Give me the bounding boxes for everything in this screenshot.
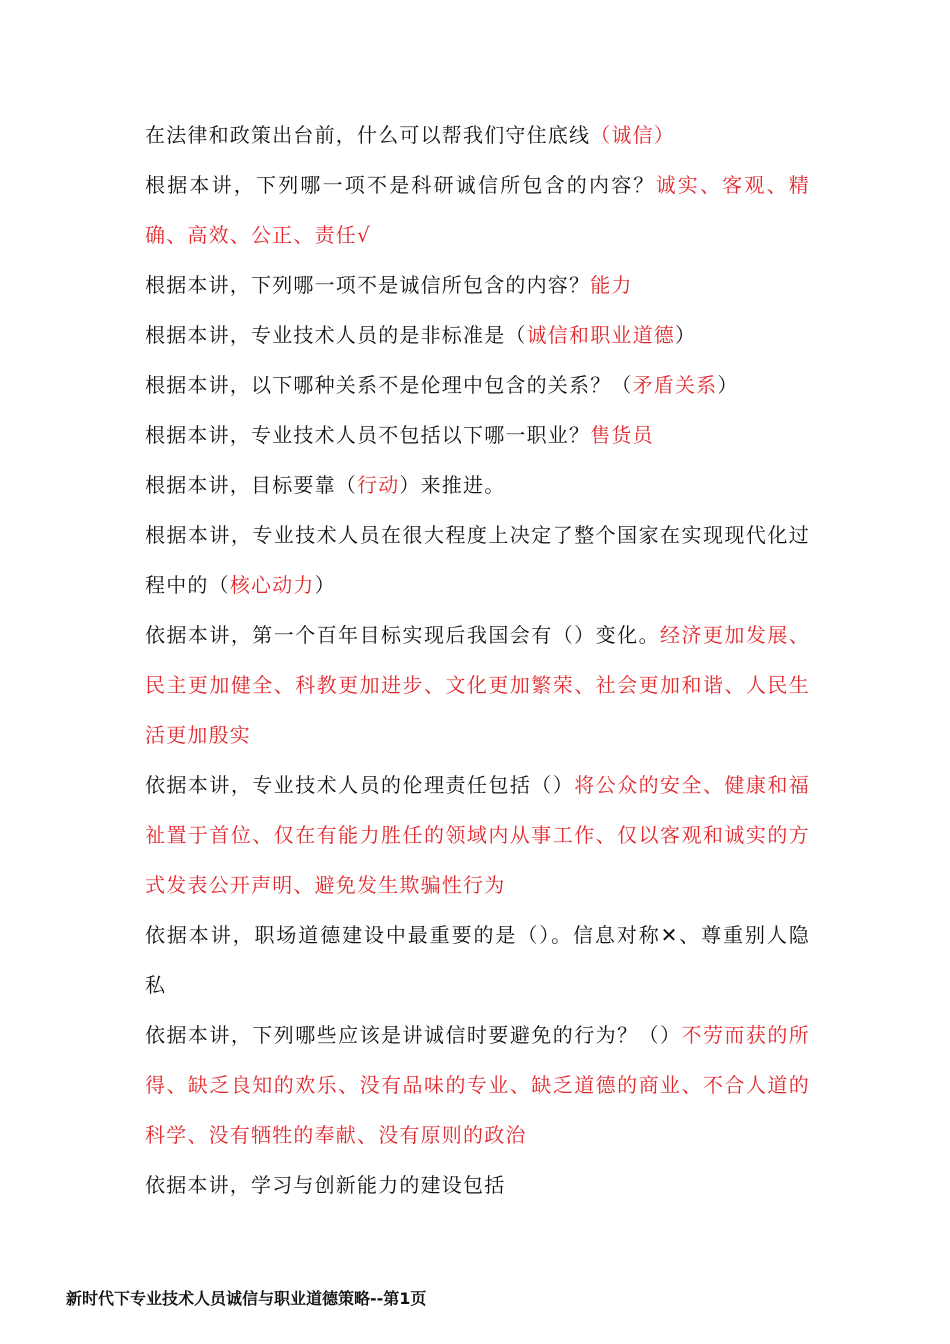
- qa-item-11: [145, 910, 810, 1010]
- question-text: 依据本讲，下列哪些应该是讲诚信时要避免的行为？（）: [145, 1023, 682, 1047]
- question-suffix: ）: [717, 373, 739, 397]
- qa-item-7: [145, 460, 810, 510]
- qa-item-5: [145, 360, 810, 410]
- qa-item-3: [145, 260, 810, 310]
- question-text: 根据本讲，下列哪一项不是科研诚信所包含的内容？: [145, 173, 656, 197]
- qa-item-10: [145, 760, 810, 910]
- answer-text: 核心动力: [229, 573, 315, 597]
- question-text: 根据本讲，专业技术人员在很大程度上决定了整个国家在实现现代化过程中的（: [145, 523, 810, 597]
- question-text: 根据本讲，以下哪种关系不是伦理中包含的关系？（: [145, 373, 633, 397]
- qa-item-13: [145, 1160, 810, 1210]
- question-suffix: ）: [314, 573, 336, 597]
- page-footer: 新时代下专业技术人员诚信与职业道德策略--第1页: [66, 1289, 427, 1308]
- question-text: 根据本讲，下列哪一项不是诚信所包含的内容？: [145, 273, 591, 297]
- answer-text: 诚实、客观、精确、高效、公正、责任√: [145, 173, 810, 247]
- answer-text: 行动: [357, 473, 400, 497]
- answer-text: 经济更加发展、民主更加健全、科教更加进步、文化更加繁荣、社会更加和谐、人民生活更加殷实: [145, 623, 810, 747]
- qa-item-4: [145, 310, 810, 360]
- question-text: 依据本讲，专业技术人员的伦理责任包括（）: [145, 773, 575, 797]
- question-text: 依据本讲，职场道德建设中最重要的是（）。信息对称✕、尊重别人隐私: [145, 923, 810, 997]
- qa-item-1: [145, 110, 810, 160]
- qa-item-8: [145, 510, 810, 610]
- qa-item-12: [145, 1010, 810, 1160]
- qa-item-2: [145, 160, 810, 260]
- qa-list: [145, 110, 810, 1210]
- answer-text: 诚信和职业道德: [526, 323, 676, 347]
- qa-item-9: [145, 610, 810, 760]
- question-suffix: ）: [675, 323, 697, 347]
- question-text: 根据本讲，专业技术人员的是非标准是（: [145, 323, 527, 347]
- question-suffix: ）来推进。: [399, 473, 506, 497]
- question-text: 根据本讲，专业技术人员不包括以下哪一职业？: [145, 423, 591, 447]
- answer-text: （诚信）: [590, 123, 676, 147]
- question-text: 根据本讲，目标要靠（: [145, 473, 357, 497]
- question-text: 依据本讲，学习与创新能力的建设包括: [145, 1173, 506, 1197]
- answer-text: 矛盾关系: [632, 373, 718, 397]
- question-text: 在法律和政策出台前，什么可以帮我们守住底线: [145, 123, 591, 147]
- answer-text: 将公众的安全、健康和福祉置于首位、仅在有能力胜任的领域内从事工作、仅以客观和诚实的方式发表公开声明、避免发生欺骗性行为: [145, 773, 811, 897]
- qa-item-6: [145, 410, 810, 460]
- question-text: 依据本讲，第一个百年目标实现后我国会有（）变化。: [145, 623, 661, 647]
- answer-text: 能力: [590, 273, 633, 297]
- answer-text: 售货员: [590, 423, 654, 447]
- answer-text: 不劳而获的所得、缺乏良知的欢乐、没有品味的专业、缺乏道德的商业、不合人道的科学、没有牺牲的奉献、没有原则的政治: [145, 1023, 810, 1147]
